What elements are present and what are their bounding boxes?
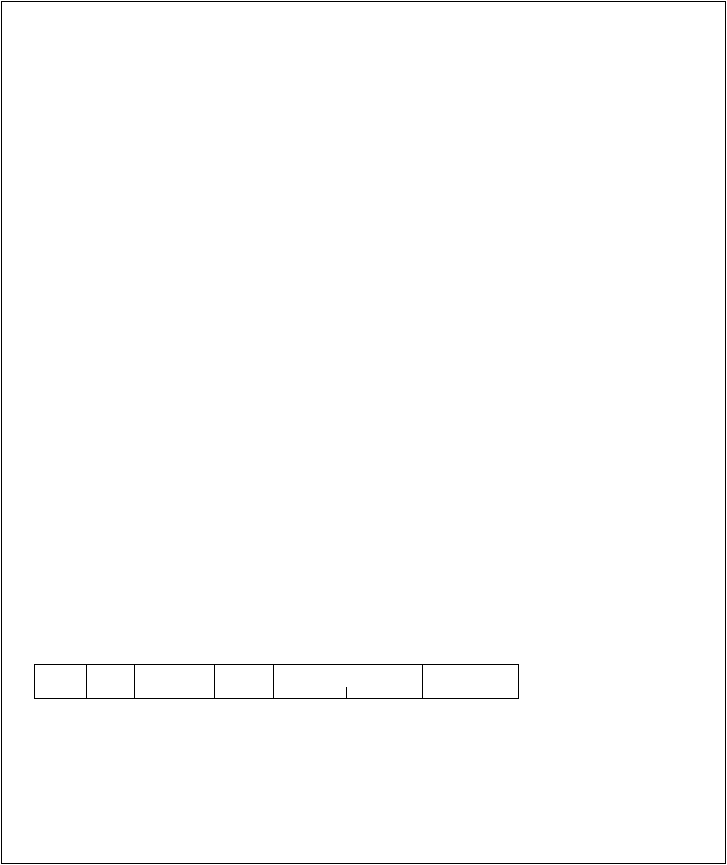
header-equation [35, 665, 87, 699]
header-x-neg [274, 687, 347, 699]
header-degree [87, 665, 135, 699]
characteristics-table [34, 664, 519, 699]
header-x-pos [347, 687, 423, 699]
page-border [1, 1, 726, 864]
header-leading [215, 665, 274, 699]
header-even-odd [135, 665, 215, 699]
header-end-behaviours [274, 665, 423, 687]
header-turning-points [423, 665, 519, 699]
